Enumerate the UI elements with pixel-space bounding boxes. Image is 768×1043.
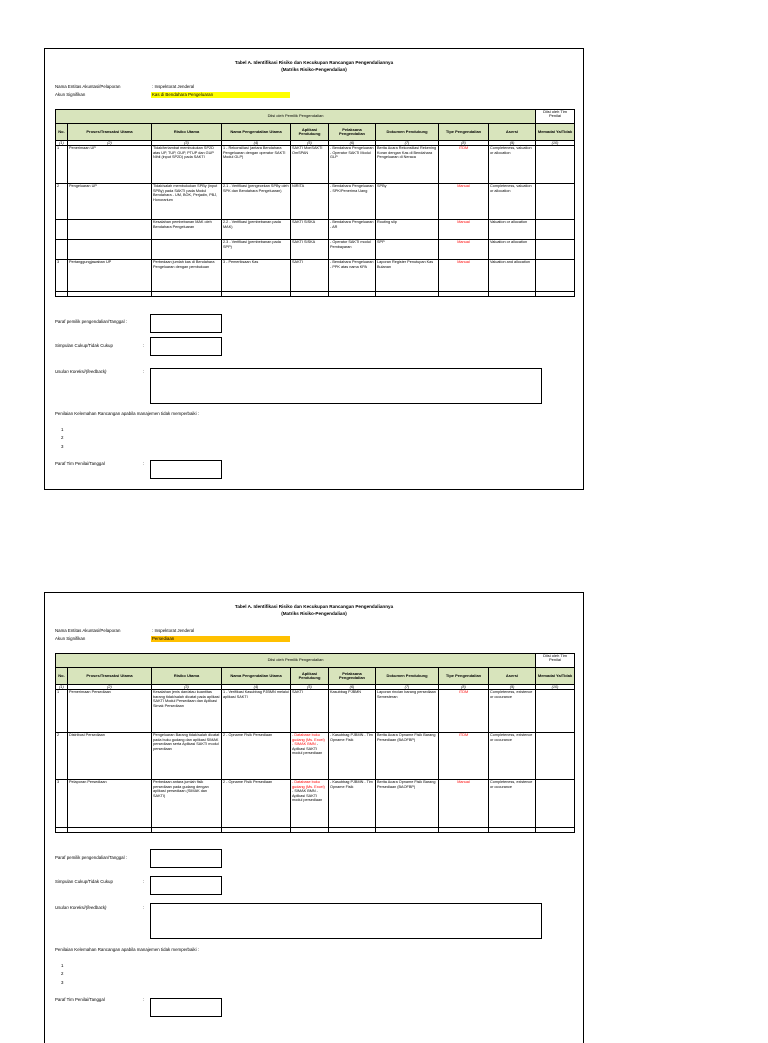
aplikasi-text: SAKTI — [292, 690, 303, 695]
col-header: Risiko Utama — [152, 124, 222, 141]
entity-value: : Inspektorat Jenderal — [152, 84, 195, 89]
col-header: No. — [56, 124, 68, 141]
col-header: Aplikasi Pendukung — [291, 124, 329, 141]
risk-control-matrix — [55, 109, 575, 297]
account-value: Kas di Bendahara Pengeluaran — [151, 92, 290, 98]
feedback-box[interactable] — [150, 368, 542, 404]
cell-pengendalian: 1 - Rekonsiliasi (antara Bendahara Pengeluaran dengan operator SAKTI Modul GLP) — [222, 146, 291, 184]
feedback-colon: : — [143, 369, 145, 374]
cell-aplikasi: SAKTI SISKA — [291, 220, 329, 240]
form-title: Tabel A. Identifikasi Risiko dan Kecukupan Rancangan Pengendaliannya — [234, 604, 394, 609]
col-header: Aplikasi Pendukung — [291, 668, 329, 685]
cell-tipe: ITDM — [439, 690, 489, 733]
col-number: (6) — [329, 685, 376, 690]
col-number: (9) — [489, 141, 536, 146]
cell-risiko: Tidak/terlambat membukukan SP2D atas UP, TUP, GUP, PTUP dan GUP Nihil (input SP2D) pada SAKTI — [152, 146, 222, 184]
cell-no: 1 — [56, 690, 68, 733]
weakness-item-3: 3 — [61, 980, 64, 985]
cell-pelaksana: - Bendahara Pengeluaran - Operator SAKTI Modul GLP — [329, 146, 376, 184]
assessor-paraf-label: Paraf Tim Penilai/Tanggal — [55, 997, 105, 1002]
weakness-item-3: 3 — [61, 444, 64, 449]
account-value: Persediaan — [151, 636, 290, 642]
form-title: Tabel A. Identifikasi Risiko dan Kecukupan Rancangan Pengendaliannya — [234, 60, 394, 65]
col-header: Tipe Pengendalian — [439, 124, 489, 141]
cell-memadai — [536, 184, 575, 220]
owner-paraf-label: Paraf pemilik pengendalian/Tanggal : — [55, 855, 128, 860]
owner-section-header: Diisi oleh Pemilik Pengendalian — [56, 654, 536, 668]
cell-dokumen: Berita Acara Opname Fisik Barang Persediaan (BAOFBP) — [376, 733, 439, 780]
col-header: Pelaksana Pengendalian — [329, 124, 376, 141]
entity-row — [55, 628, 290, 634]
cell-pelaksana: - Kasubbag PJBMN - Tim Opname Fisik — [329, 780, 376, 828]
cell-proses — [68, 240, 152, 260]
table-row — [56, 690, 575, 733]
account-label: Akun Signifikan — [55, 636, 86, 641]
table-row — [56, 260, 575, 292]
col-number: (7) — [376, 685, 439, 690]
cell-no: 2 — [56, 184, 68, 220]
cell-dokumen: SPBy — [376, 184, 439, 220]
cell-asersi: Completeness, existence or occurance — [489, 690, 536, 733]
cell-pelaksana: - Kasubbag PJBMN - Tim Opname Fisik — [329, 733, 376, 780]
cell-dokumen: Routing slip — [376, 220, 439, 240]
col-header: Tipe Pengendalian — [439, 668, 489, 685]
assessor-section-header: Diisi oleh Tim Penilai — [536, 654, 575, 668]
table-row — [56, 733, 575, 780]
cell-asersi: Valuation and allocation — [489, 260, 536, 292]
entity-label: Nama Entitas Akuntasi/Pelaporan — [55, 84, 121, 89]
empty-row — [56, 292, 575, 297]
assessor-section-header: Diisi oleh Tim Penilai — [536, 110, 575, 124]
form-subtitle: (Matriks Risiko-Pengendalian) — [281, 611, 347, 616]
cell-pengendalian: 1 - Verifikasi Kasubbag PJBMN melalui aplikasi SAKTI — [222, 690, 291, 733]
cell-asersi: Completeness, existence or occurance — [489, 733, 536, 780]
col-header: Asersi — [489, 124, 536, 141]
risk-control-matrix — [55, 653, 575, 833]
conclusion-label: Simpulan Cukup/Tidak Cukup — [55, 879, 113, 884]
owner-paraf-label: Paraf pemilik pengendalian/Tanggal : — [55, 319, 128, 324]
cell-proses: Distribusi Persediaan — [68, 733, 152, 780]
cell-aplikasi — [291, 733, 329, 780]
conclusion-box[interactable] — [150, 337, 222, 356]
assessor-paraf-box[interactable] — [150, 460, 222, 479]
table-row — [56, 240, 575, 260]
cell-no — [56, 240, 68, 260]
owner-paraf-box[interactable] — [150, 849, 222, 868]
cell-aplikasi: SAKTI MonSAKTI OmSPAN — [291, 146, 329, 184]
col-number: (1) — [56, 141, 68, 146]
cell-pelaksana: Kasubbag PJBMN — [329, 690, 376, 733]
col-number: (9) — [489, 685, 536, 690]
feedback-box[interactable] — [150, 903, 542, 939]
col-header: Proses/Transaksi Utama — [68, 668, 152, 685]
cell-proses: Penerimaan UP — [68, 146, 152, 184]
cell-risiko: Kesalahan pembebanan MAK oleh Bendahara Pengeluaran — [152, 220, 222, 240]
col-header: Proses/Transaksi Utama — [68, 124, 152, 141]
cell-no: 3 — [56, 780, 68, 828]
cell-dokumen: Laporan Register Penutupan Kas Bulanan — [376, 260, 439, 292]
cell-dokumen: Berita Acara Rekonsiliasi Rekening Koran dengan Kas di Bendahara Pengeluaran di Neraca — [376, 146, 439, 184]
cell-asersi: Completeness, valuation or allocation — [489, 184, 536, 220]
cell-tipe: Manual — [439, 260, 489, 292]
cell-asersi: Completeness, existence or occurance — [489, 780, 536, 828]
form-subtitle: (Matriks Risiko-Pengendalian) — [281, 67, 347, 72]
cell-risiko: Kesalahan jenis dan/atau kuantitas barang tidak/salah dicatat pada aplikasi SAKTI Modul Persediaan dan Aplikasi Simak Persediaan — [152, 690, 222, 733]
col-number: (2) — [68, 141, 152, 146]
col-header: Dokumen Pendukung — [376, 124, 439, 141]
col-header: Dokumen Pendukung — [376, 668, 439, 685]
col-header: Risiko Utama — [152, 668, 222, 685]
cell-pelaksana: - Operator SAKTI modul Pembayaran — [329, 240, 376, 260]
cell-pengendalian: 2.1 - Verifikasi (pengecekan SPBy oleh SPK dan Bendahara Pengeluaran) — [222, 184, 291, 220]
cell-tipe: ITDM — [439, 146, 489, 184]
weakness-item-2: 2 — [61, 971, 64, 976]
cell-proses: Pelaporan Persediaan — [68, 780, 152, 828]
weakness-item-1: 1 — [61, 427, 64, 432]
cell-proses: Pengeluaran UP — [68, 184, 152, 220]
entity-value: : Inspektorat Jenderal — [152, 628, 195, 633]
form-page-kas — [44, 48, 584, 490]
col-header: Nama Pengendalian Utama — [222, 668, 291, 685]
cell-risiko: Perbedaan jumlah kas di Bendahara Pengeluaran dengan pembukuan — [152, 260, 222, 292]
col-header: Memadai Ya/Tidak — [536, 668, 575, 685]
weakness-item-2: 2 — [61, 435, 64, 440]
cell-tipe: Manual — [439, 240, 489, 260]
cell-tipe: Manual — [439, 220, 489, 240]
entity-label: Nama Entitas Akuntasi/Pelaporan — [55, 628, 121, 633]
account-row — [55, 92, 290, 98]
assessor-paraf-label: Paraf Tim Penilai/Tanggal — [55, 461, 105, 466]
owner-section-header: Diisi oleh Pemilik Pengendalian — [56, 110, 536, 124]
col-number: (1) — [56, 685, 68, 690]
cell-risiko: Tidak/salah membukukan SPBy (input SPBy) pada SAKTI pada Modul Bendahara - UM, BOK, Perjadin, PBJ, Honorarium — [152, 184, 222, 220]
cell-aplikasi: NIRITA — [291, 184, 329, 220]
owner-paraf-box[interactable] — [150, 314, 222, 333]
cell-no: 1 — [56, 146, 68, 184]
cell-memadai — [536, 733, 575, 780]
feedback-colon: : — [143, 905, 145, 910]
cell-tipe: Manual — [439, 780, 489, 828]
cell-pelaksana: - Bendahara Pengeluaran - AR — [329, 220, 376, 240]
cell-pengendalian: 3 - Pemeriksaan Kas — [222, 260, 291, 292]
col-number: (5) — [291, 141, 329, 146]
account-row — [55, 636, 290, 642]
col-header: Asersi — [489, 668, 536, 685]
col-number: (8) — [439, 685, 489, 690]
cell-dokumen: SPP — [376, 240, 439, 260]
feedback-label: Usulan Koreksi/(feedback) — [55, 369, 107, 374]
aplikasi-text: - SIMAK BMN - Aplikasi SAKTI modul persediaan — [292, 789, 323, 803]
cell-tipe: ITDM — [439, 733, 489, 780]
col-number: (2) — [68, 685, 152, 690]
entity-row — [55, 84, 290, 90]
cell-dokumen: Berita Acara Opname Fisik Barang Persediaan (BAOFBP) — [376, 780, 439, 828]
col-number: (4) — [222, 685, 291, 690]
cell-risiko: Pengeluaran Barang tidak/salah dicatat pada buku gudang dan aplikasi SIMAK persediaan serta Aplikasi SAKTI modul persediaan — [152, 733, 222, 780]
col-number: (8) — [439, 141, 489, 146]
assessor-paraf-colon: : — [143, 997, 145, 1002]
cell-no: 2 — [56, 733, 68, 780]
weakness-label: Penilaian Kelemahan Rancangan apabila manajemen tidak memperbaiki : — [55, 411, 200, 416]
cell-pengendalian: 2 - Opname Fisik Persediaan — [222, 780, 291, 828]
col-header: No. — [56, 668, 68, 685]
table-row — [56, 780, 575, 828]
weakness-item-1: 1 — [61, 963, 64, 968]
col-number: (6) — [329, 141, 376, 146]
table-row — [56, 146, 575, 184]
conclusion-label: Simpulan Cukup/Tidak Cukup — [55, 343, 113, 348]
table-row — [56, 220, 575, 240]
col-header: Nama Pengendalian Utama — [222, 124, 291, 141]
table-row — [56, 184, 575, 220]
cell-asersi: Valuation or allocation — [489, 240, 536, 260]
col-number: (5) — [291, 685, 329, 690]
aplikasi-text: - Aplikasi SAKTI modul persediaan — [292, 742, 323, 756]
cell-no: 3 — [56, 260, 68, 292]
form-page-persediaan — [44, 592, 584, 1043]
empty-row — [56, 828, 575, 833]
conclusion-box[interactable] — [150, 876, 222, 895]
assessor-paraf-box[interactable] — [150, 998, 222, 1017]
col-number: (3) — [152, 685, 222, 690]
aplikasi-red-text: - Database buku gudang (Ms. Excel) - SIMAK BMN — [292, 733, 325, 747]
conclusion-colon: : — [143, 343, 145, 348]
cell-aplikasi: SAKTI SISKA — [291, 240, 329, 260]
aplikasi-red-text: - Database buku gudang (Ms. Excel) — [292, 780, 325, 789]
cell-memadai — [536, 220, 575, 240]
cell-memadai — [536, 260, 575, 292]
cell-aplikasi — [291, 780, 329, 828]
cell-memadai — [536, 240, 575, 260]
cell-risiko — [152, 240, 222, 260]
cell-aplikasi — [291, 690, 329, 733]
cell-risiko: Perbedaan antara jumlah fisik persediaan pada gudang dengan aplikasi persediaan (SIMAK dan SAKTI) — [152, 780, 222, 828]
cell-asersi: Valuation or allocation — [489, 220, 536, 240]
weakness-label: Penilaian Kelemahan Rancangan apabila manajemen tidak memperbaiki : — [55, 947, 200, 952]
cell-pengendalian: 2.2 - Verifikasi (pembebanan pada MAK) — [222, 220, 291, 240]
col-header: Memadai Ya/Tidak — [536, 124, 575, 141]
col-number: (7) — [376, 141, 439, 146]
cell-no — [56, 220, 68, 240]
account-label: Akun Signifikan — [55, 92, 86, 97]
cell-dokumen: Laporan rincian barang persediaan Semesteran — [376, 690, 439, 733]
assessor-paraf-colon: : — [143, 461, 145, 466]
cell-pelaksana: - Bendahara Pengeluaran - SPK/Penerima Uang — [329, 184, 376, 220]
cell-aplikasi: SAKTI — [291, 260, 329, 292]
feedback-label: Usulan Koreksi/(feedback) — [55, 905, 107, 910]
cell-pelaksana: - Bendahara Pengeluaran - PPK atas nama KPA — [329, 260, 376, 292]
col-number: (3) — [152, 141, 222, 146]
cell-memadai — [536, 690, 575, 733]
conclusion-colon: : — [143, 879, 145, 884]
cell-tipe: Manual — [439, 184, 489, 220]
cell-proses — [68, 220, 152, 240]
col-header: Pelaksana Pengendalian — [329, 668, 376, 685]
col-number: (10) — [536, 141, 575, 146]
col-number: (4) — [222, 141, 291, 146]
cell-proses: Pemerimaan Persediaan — [68, 690, 152, 733]
cell-asersi: Completeness, valuation or allocation — [489, 146, 536, 184]
cell-pengendalian: 2.3 - Verifikasi (pembebanan pada SPP) — [222, 240, 291, 260]
cell-pengendalian: 2 - Opname Fisik Persediaan — [222, 733, 291, 780]
cell-memadai — [536, 146, 575, 184]
cell-proses: Pertanggungjawaban UP — [68, 260, 152, 292]
col-number: (10) — [536, 685, 575, 690]
cell-memadai — [536, 780, 575, 828]
